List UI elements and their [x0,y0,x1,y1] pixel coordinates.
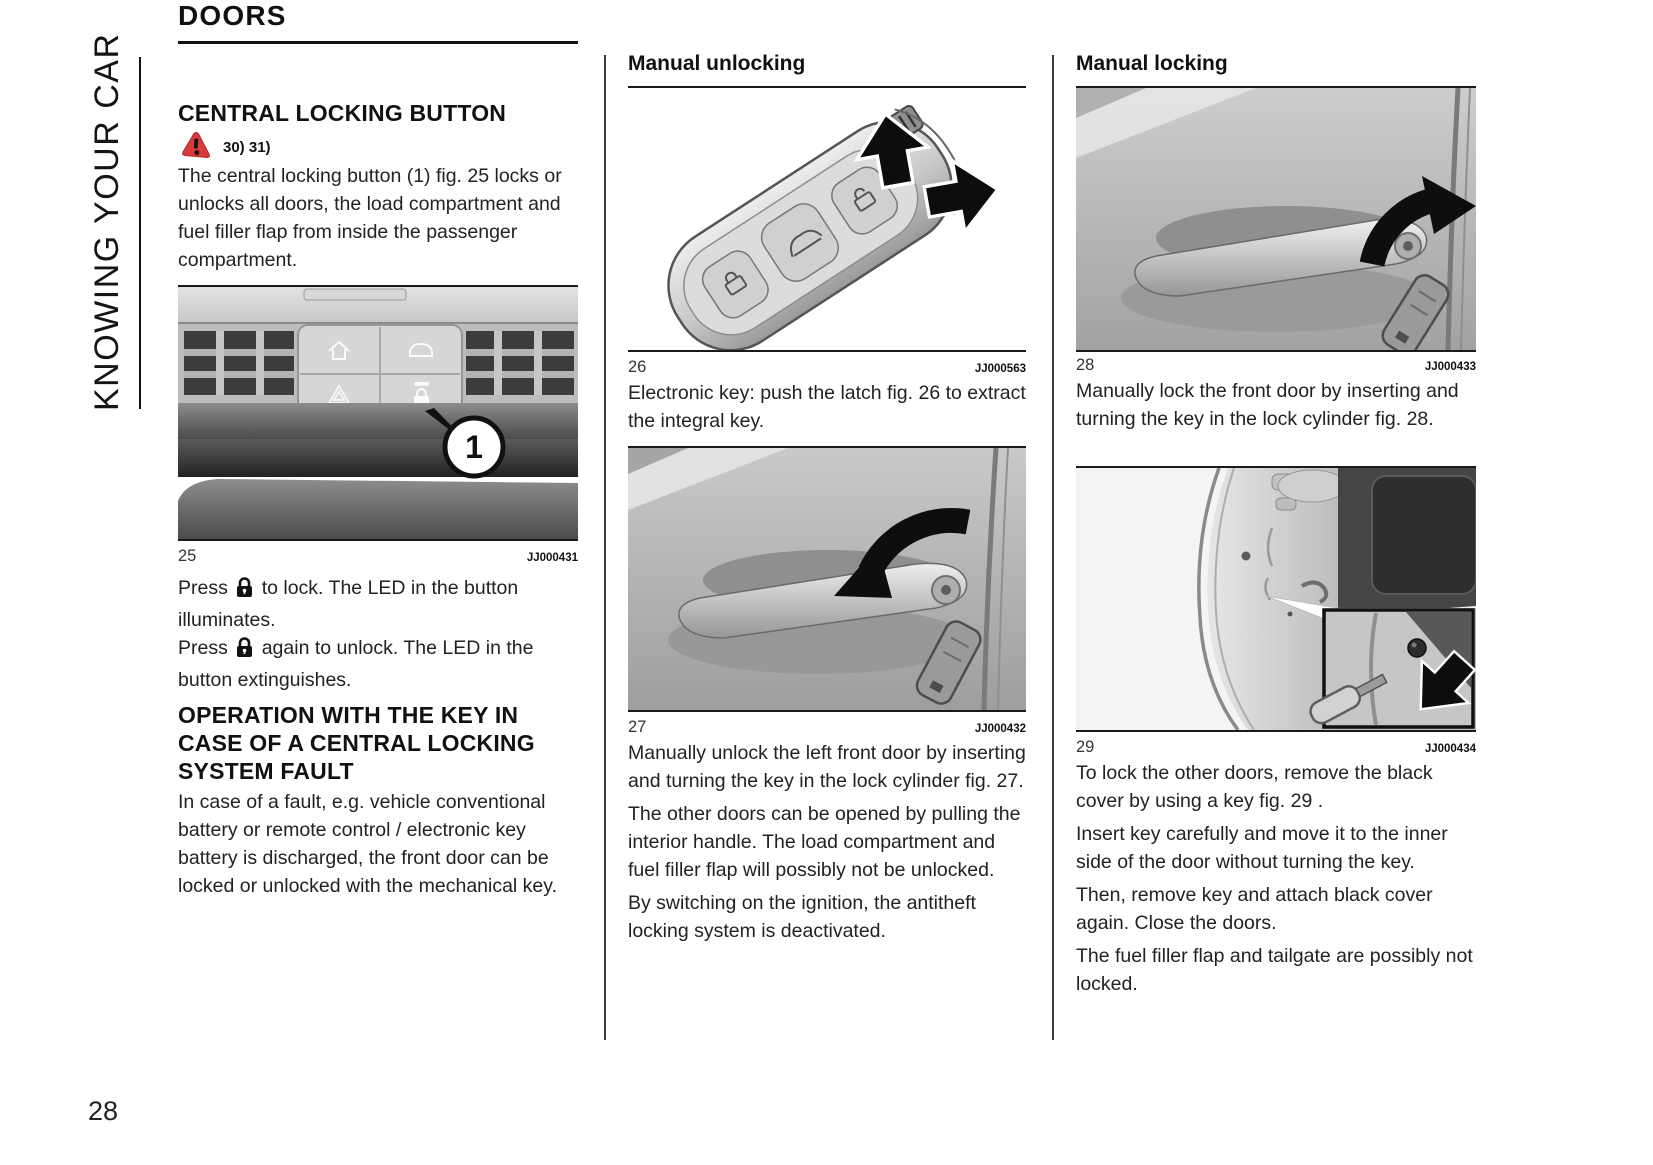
key-fob [646,95,980,350]
paragraph: Manually unlock the left front door by inserting and turning the key in the lock cylinder fig. 27. [628,742,1026,792]
figure-27-door-handle-unlock [628,446,1026,712]
figure-28-door-handle-lock [1076,86,1476,352]
lock-mechanism [1408,639,1426,657]
column-manual-locking [1076,0,1476,1100]
figure-26-caption [628,358,1026,435]
column-divider [604,55,606,1040]
figure-number: 28 [1076,356,1095,374]
figure-29-caption [1076,738,1476,1003]
figure-28-caption [1076,356,1476,433]
section-heading-key-operation: OPERATION WITH THE KEY IN CASE OF A CENTRAL LOCKING SYSTEM FAULT [178,702,535,784]
page-number: 28 [88,1096,119,1126]
paragraph: The central locking button (1) fig. 25 locks or unlocks all doors, the load compartment and fuel filler flap from inside the passenger compartment. [178,165,562,271]
inset-detail [1307,610,1476,727]
figure-number: 29 [1076,738,1095,756]
paragraph: Insert key carefully and move it to the inner side of the door without turning the key. [1076,823,1448,873]
warning-row [180,131,271,164]
figure-number: 26 [628,358,647,376]
chapter-rule [139,57,141,409]
figure-code: JJ000431 [526,552,578,564]
paragraph: To lock the other doors, remove the black cover by using a key fig. 29 . [1076,762,1433,812]
figure-27-caption [628,718,1026,950]
paragraph-press-unlock: Press again to unlock. The LED in the button extinguishes. [178,637,534,691]
figure-25-dashboard [178,285,578,541]
figure-29-door-edge [1076,466,1476,732]
lock-icon [235,576,254,606]
callout-1-label: 1 [465,429,483,465]
column-divider [1052,55,1054,1040]
warning-refs: 30) 31) [223,139,271,156]
paragraph: Manually lock the front door by inserting and turning the key in the lock cylinder fig. 28. [1076,380,1459,430]
paragraph: The other doors can be opened by pulling the interior handle. The load compartment and fuel filler flap will possibly not be unlocked. [628,803,1021,881]
section-heading-manual-locking: Manual locking [1076,52,1228,75]
column-doors [178,0,578,1100]
lock-icon [235,636,254,666]
figure-25-caption [178,547,578,566]
warning-icon [180,131,211,164]
figure-number: 27 [628,718,647,736]
figure-code: JJ000563 [974,363,1026,375]
page-title: DOORS [178,0,578,44]
figure-number: 25 [178,547,197,565]
figure-26-electronic-key [628,86,1026,352]
column-manual-unlocking [628,0,1026,1100]
paragraph: Then, remove key and attach black cover again. Close the doors. [1076,884,1433,934]
paragraph: Electronic key: push the latch fig. 26 to extract the integral key. [628,382,1026,432]
figure-code: JJ000432 [974,723,1026,735]
paragraph: In case of a fault, e.g. vehicle conventional battery or remote control / electronic key battery is discharged, the front door can be locked or unlocked with the mechanical key. [178,791,558,897]
paragraph: By switching on the ignition, the antitheft locking system is deactivated. [628,892,976,942]
section-heading-manual-unlocking: Manual unlocking [628,52,806,75]
section-heading-central-locking: CENTRAL LOCKING BUTTON [178,100,507,126]
figure-code: JJ000433 [1424,361,1476,373]
chapter-label: KNOWING YOUR CAR [88,32,126,411]
paragraph-press-lock: Press to lock. The LED in the button illuminates. [178,577,519,631]
paragraph: The fuel filler flap and tailgate are possibly not locked. [1076,945,1473,995]
figure-code: JJ000434 [1424,743,1476,755]
